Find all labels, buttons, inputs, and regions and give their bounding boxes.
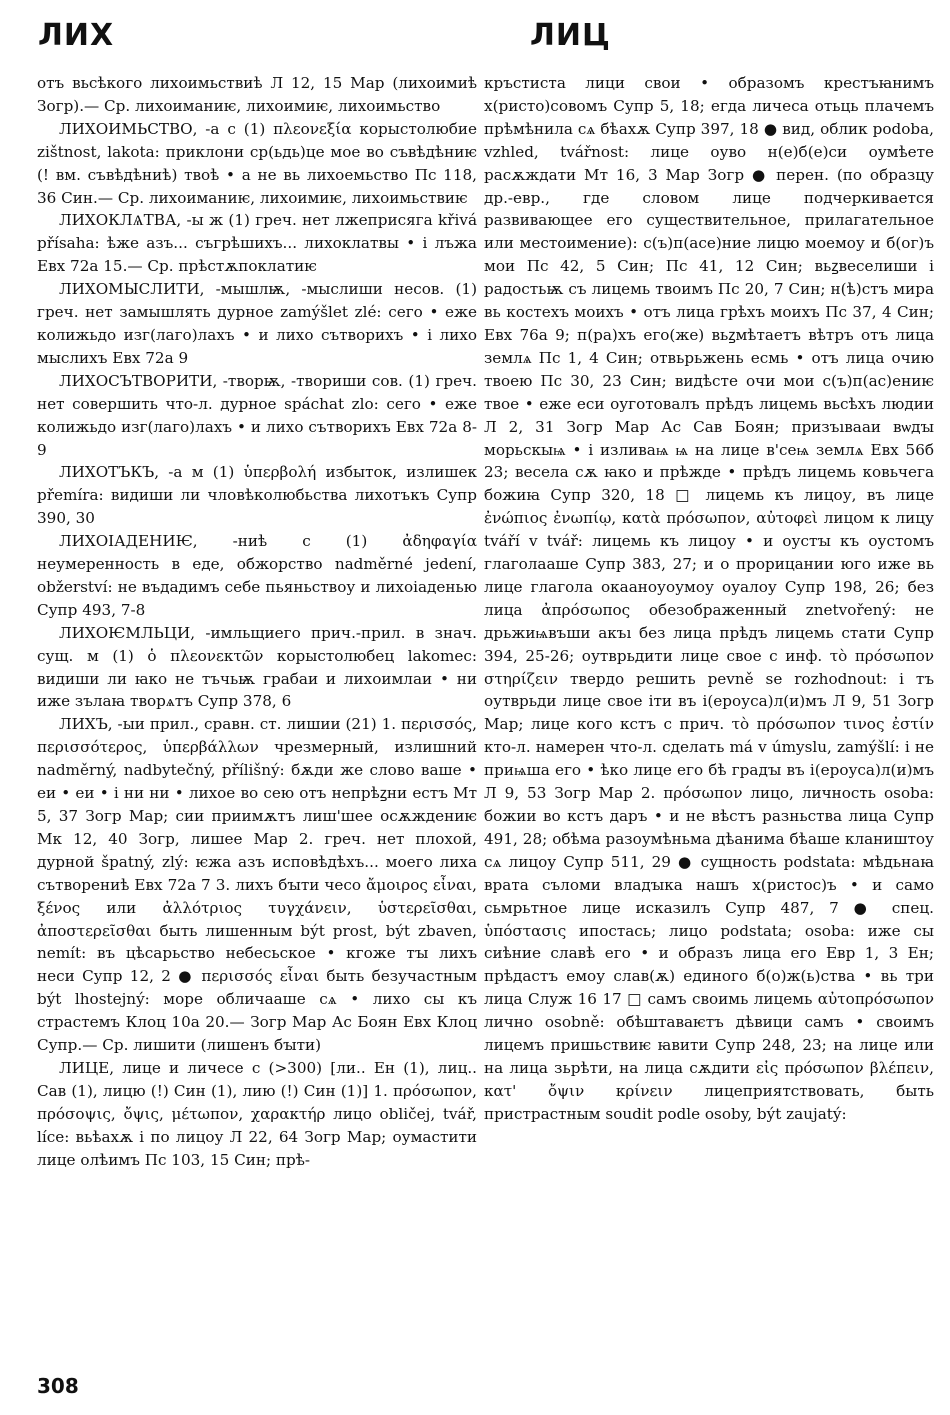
- dictionary-entry: ЛИХОѤМЛЬЦИ, -имльщиего прич.-прил. в знач. сущ. м (1) ὁ πλεονεκτῶν корыстолюбец lakomec: видиши ли ꙗко не тъчьѭ грабаи и лихоимлаи • ни иже зълаꙗ творѧтъ Супр 378, 6: [37, 623, 477, 711]
- dictionary-entry: ЛИХОСЪТВОРИТИ, -творѭ, -твориши сов. (1) греч. нет совершить что-л. дурное spáchat zlo: сего • еже колижьдо изг(лаго)лахъ • и лихо сътворихъ Евх 72а 8-9: [37, 371, 477, 459]
- dictionary-entry: отъ вьсѣкого лихоимьствиѣ Л 12, 15 Мар (лихоимиѣ Зогр).— Ср. лихоиманиѥ, лихоимиѥ, лихоимьство: [37, 74, 477, 115]
- page-number: 308: [37, 1374, 79, 1398]
- left-column: [37, 72, 477, 1172]
- dictionary-entry: ЛИХОТЪКЪ, -а м (1) ὑπερβολή избыток, излишек přemíra: видиши ли чловѣколюбьства лихотъкъ Супр 390, 30: [37, 463, 477, 528]
- dictionary-entry: кръстиста лици свои • образомъ крестъꙗнимъ х(ристо)совомъ Супр 5, 18; егда личеса отьць плачемъ прѣмѣнила сѧ бѣахѫ Супр 397, 18 ● вид, облик podoba, vzhled, tvářnost: лице оуво н(е)б(е)си оумѣете расѫждати Мт 16, 3 Мар Зогр ● перен. (по образцу др.-евр., где словом лице подчеркивается развивающее его существительное, прилагательное или местоимение): с(ъ)п(асе)ние лицю моемоу и б(ог)ъ мои Пс 42, 5 Син; Пс 41, 12 Син; вьꙁвеселиши і радостьѭ съ лицемь твоимъ Пс 20, 7 Син; н(ѣ)стъ мира вь костехъ моихъ • отъ лица грѣхъ моихъ Пс 37, 4 Син; Евх 76а 9; п(ра)хъ его(же) вьꙁмѣтаетъ вѣтръ отъ лица землѧ Пс 1, 4 Син; отвьрьжень есмь • отъ лица очию твоею Пс 30, 23 Син; видѣсте очи мои с(ъ)п(ас)ениѥ твое • еже еси оуготовалъ прѣдъ лицемь вьсѣхъ людии Л 2, 31 Зогр Мар Ас Сав Боян; призъıвааи вѡдꙑ морьскыѩ • і изливаѩ ѩ на лице в'сеѩ землѧ Евх 56б 23; весела сѫ ꙗко и прѣжде • прѣдъ лицемь ковьчега божиꙗ Супр 320, 18 □ лицемь къ лицоу, въ лице ἐνώπιος ἐνωπίῳ, κατὰ πρόσωπον, αὐτοφεὶ лицом к лицу tváří v tvář: лицемь къ лицоу • и оустꙑ къ оустомъ глаголааше Супр 383, 27; и о прорицании юго иже вь лице глагола окааноуоумоу оуалоу Супр 198, 26; без лица ἀπρόσωπος обезображенный znetvořený: не дрьжиѩвъши акъı без лица прѣдъ лицемь стати Супр 394, 25-26; оутврьдити лице свое с инф. τὸ πρόσωπον στηρίζειν твердо решить pevně se rozhodnout: і тъ оутврьди лице свое іти въ і(ероуса)л(и)мъ Л 9, 51 Зогр Мар; лице кого кстъ с прич. τὸ πρόσωπον τινος ἐστίν кто-л. намерен что-л. сделать má v úmyslu, zamýšlí: і не приѩша его • ѣко лице его бѣ градꙑ въ і(ероуса)л(и)мъ Л 9, 53 Зогр Мар 2. πρόσωπον лицо, личность osoba: божии во кстъ даръ • и не вѣстъ разньства лица Супр 491, 28; обѣма разоумѣньма дѣанима бѣаше клаништоу сѧ лицоу Супр 511, 29 ● сущность podstata: мѣдьнаꙗ врата съломи владꙑка нашъ х(ристос)ъ • и само сьмрьтное лице исказилъ Супр 487, 7 ● спец. ὑπόστασις ипостась; лицо podstata; osoba: иже сы сиѣние славѣ его • и образъ лица его Евр 1, 3 Ен; прѣдастъ емоу слав(ѫ) единого б(о)ж(ь)ства • вь три лица Служ 16 17 □ самъ своимь лицемь αὐτοπρόσωπον лично osobně: обѣштаваѥтъ дѣвици самъ • своимъ лицемъ пришьствиѥ ꙗвити Супр 248, 23; на лице или на лица зьрѣти, на лица сѫдити εἰς πρόσωπον βλέπειν, κατ' ὄψιν κρίνειν лицеприятствовать, быть пристрастным soudit podle osoby, být zaujatý:: [484, 74, 934, 1123]
- running-head-right: ЛИЦ: [530, 18, 611, 53]
- dictionary-entry: ЛИХОИМЬСТВО, -а с (1) πλεονεξία корыстолюбие zištnost, lakota: приклони ср(ьдь)це мое во съвѣдѣниѥ (! вм. съвѣдѣниѣ) твоѣ • а не вь лихоемьство Пс 118, 36 Син.— Ср. лихоиманиѥ, лихоимиѥ, лихоимьствиѥ: [37, 119, 477, 207]
- running-head-left: ЛИХ: [38, 18, 115, 53]
- dictionary-entry: ЛИЦЕ, лице и личесе с (>300) [ли.. Ен (1), лиц.. Сав (1), лицю (!) Син (1), лию (!) Син (1)] 1. πρόσωπον, πρόσοψις, ὄψις, μέτωπον, χαρακτήρ лицо obličej, tvář, líce: вьѣахѫ і по лицоу Л 22, 64 Зогр Мар; оумастити лице олѣимъ Пс 103, 15 Син; прѣ-: [37, 1058, 477, 1169]
- dictionary-entry: ЛИХОІАДЕНИѤ, -ниѣ с (1) ἀδηφαγία неумеренность в еде, обжорство nadměrné jedení, obžerství: не въдадимъ себе пьяньствоу и лихоіаденью Супр 493, 7-8: [37, 532, 477, 619]
- dictionary-entry: ЛИХОМЫСЛИТИ, -мышлѭ, -мыслиши несов. (1) греч. нет замышлять дурное zamýšlet zlé: сего • еже колижьдо изг(лаго)лахъ • и лихо сътворихъ • і лихо мыслихъ Евх 72а 9: [37, 280, 477, 367]
- right-column: [484, 72, 934, 1126]
- dictionary-entry: ЛИХОКЛѦТВА, -ы ж (1) греч. нет лжеприсяга křivá přísaha: ѣже азъ... съгрѣшихъ... лихоклатвы • і лъжа Евх 72а 15.— Ср. прѣстѫпоклатиѥ: [37, 211, 477, 276]
- dictionary-entry: ЛИХЪ, -ыи прил., сравн. ст. лишии (21) 1. περισσός, περισσότερος, ὑπερβάλλων чрезмерный, излишний nadměrný, nadbytečný, přílišný: бѫди же слово ваше • еи • еи • і ни ни • лихое во сею отъ непрѣꙁни естъ Мт 5, 37 Зогр Мар; сии приимѫтъ лиш'шее осѫждениѥ Мк 12, 40 Зогр, лишее Мар 2. греч. нет плохой, дурной špatný, zlý: ѥжа азъ исповѣдѣхъ... моего лиха сътворениѣ Евх 72а 7 3. лихъ бꙑти чесо ἄμοιρος εἶναι, ξένος или ἀλλότριος τυγχάνειν, ὑστερεῖσθαι, ἀποστερεῖσθαι быть лишенным být prost, být zbaven, nemít: въ цѣсарьство небесьское • кгоже тꙑ лихъ неси Супр 12, 2 ● περισσός εἶναι быть безучастным být lhostejný: море обличааше сѧ • лихо сы къ страстемъ Клоц 10а 20.— Зогр Мар Ас Боян Евх Клоц Супр.— Ср. лишити (лишенъ бꙑти): [37, 715, 477, 1055]
